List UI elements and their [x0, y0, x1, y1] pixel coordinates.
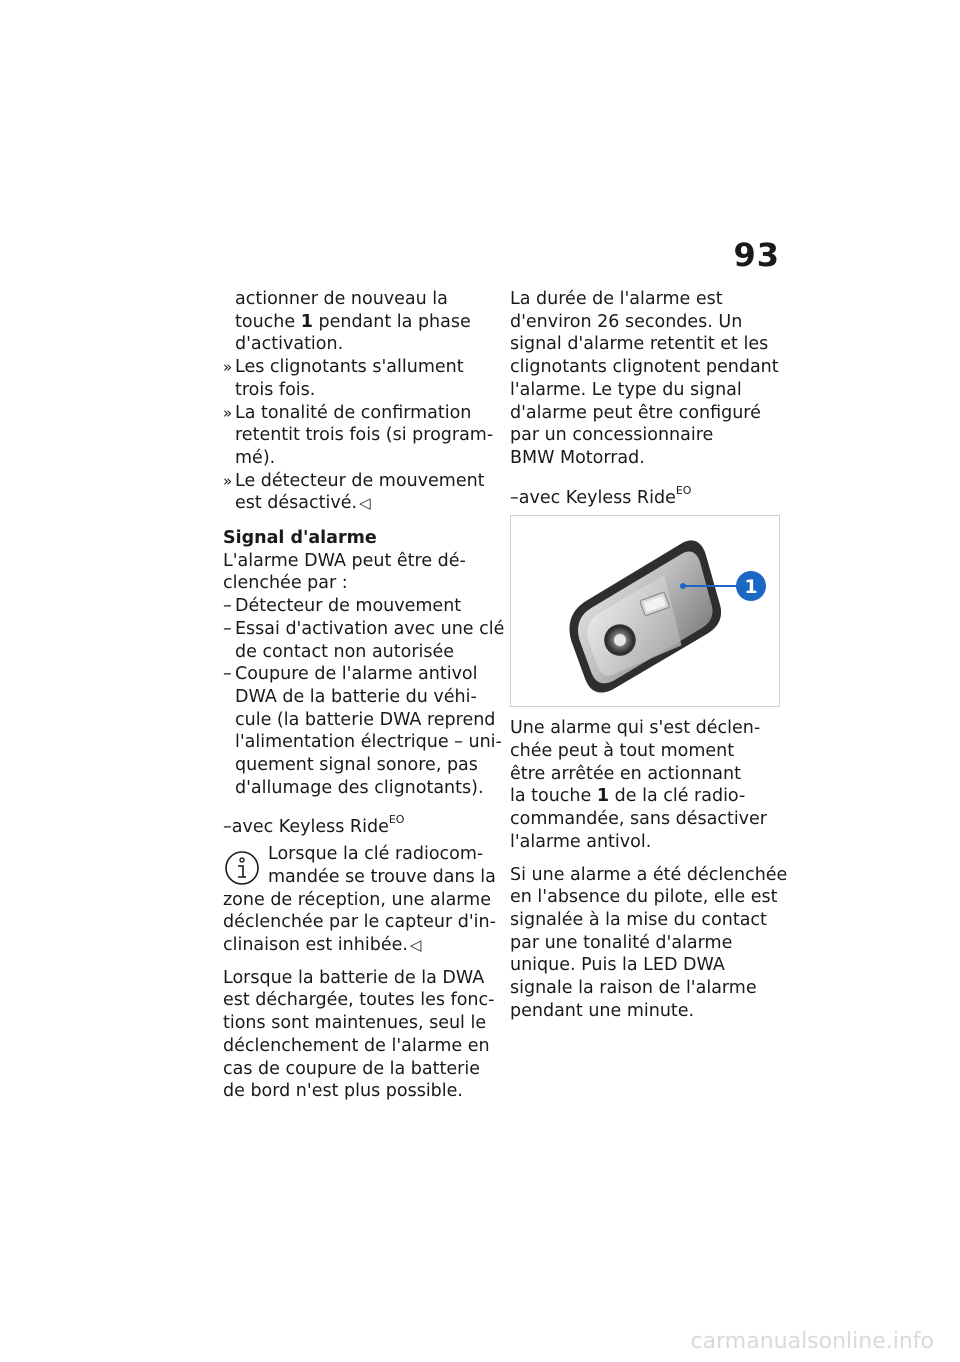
step-line: d'activation. [235, 334, 344, 355]
paragraph-line: l'alarme. Le type du signal [510, 379, 742, 400]
paragraph-line: de bord n'est plus possible. [223, 1081, 463, 1102]
paragraph-line: déclenchement de l'alarme en [223, 1035, 490, 1056]
result-line: La tonalité de confirmation [235, 402, 472, 423]
intro-line: clenchée par : [223, 573, 348, 594]
key-fob-figure [510, 515, 780, 707]
paragraph-line: Une alarme qui s'est déclen- [510, 718, 761, 739]
info-note [223, 843, 496, 957]
result-item [223, 356, 491, 401]
option-label: –avec Keyless Ride$^{EO}$ [223, 813, 405, 838]
result-line: mé). [235, 447, 276, 468]
result-line: retentit trois fois (si program- [235, 425, 494, 446]
right-column [510, 288, 788, 1022]
note-line: Lorsque la clé radiocom- [268, 844, 484, 865]
step-key-suffix: pendant la phase [318, 311, 471, 332]
dash-marker: – [223, 618, 232, 639]
trigger-line: DWA de la batterie du véhi- [235, 686, 477, 707]
left-column [223, 288, 505, 1103]
page-number: 93 [733, 236, 780, 274]
paragraph-line: pendant une minute. [510, 1000, 695, 1021]
absence-paragraph [510, 864, 788, 1023]
paragraph-line: commandée, sans désactiver [510, 809, 767, 830]
dash-marker: – [223, 664, 232, 685]
stop-key: 1 [596, 786, 610, 807]
paragraph-line: La durée de l'alarme est [510, 289, 723, 309]
result-line: Les clignotants s'allument [235, 357, 464, 378]
option-superscript: EO [675, 483, 692, 497]
paragraph-line: signale la raison de l'alarme [510, 978, 757, 999]
option-label: –avec Keyless Ride$^{EO}$ [510, 483, 692, 508]
paragraph-line: par un concessionnaire [510, 425, 714, 446]
trigger-line: l'alimentation électrique – uni- [235, 732, 502, 753]
paragraph-line: signal d'alarme retentit et les [510, 334, 769, 355]
step-line: actionner de nouveau la [235, 289, 448, 309]
section-heading: Signal d'alarme [223, 528, 377, 549]
result-item [223, 470, 491, 515]
paragraph-line: signalée à la mise du contact [510, 909, 767, 930]
duration-paragraph [510, 288, 782, 470]
trigger-line: d'allumage des clignotants). [235, 777, 484, 798]
watermark: carmanualsonline.info [690, 1329, 934, 1354]
dash-marker: – [223, 596, 232, 617]
paragraph-line: être arrêtée en actionnant [510, 763, 741, 784]
battery-paragraph [223, 967, 495, 1103]
result-item [223, 402, 494, 470]
note-line: zone de réception, une alarme [223, 889, 491, 910]
paragraph-line: Lorsque la batterie de la DWA [223, 967, 485, 988]
result-marker: » [223, 471, 233, 490]
trigger-item [223, 663, 502, 799]
paragraph-line [510, 785, 782, 808]
key-fob-illustration [511, 516, 779, 706]
paragraph-line: est déchargée, toutes les fonc- [223, 990, 495, 1011]
note-line: déclenchée par le capteur d'in- [223, 912, 496, 933]
stop-key-prefix: la touche [510, 786, 592, 807]
trigger-line: Essai d'activation avec une clé [235, 618, 505, 639]
option-superscript: EO [388, 813, 405, 827]
trigger-line: de contact non autorisée [235, 641, 455, 662]
result-line: est désactivé. ◁ [235, 493, 371, 514]
paragraph-line: unique. Puis la LED DWA [510, 955, 725, 976]
paragraph-line: Si une alarme a été déclenchée [510, 864, 788, 885]
paragraph-line: l'alarme antivol. [510, 831, 652, 852]
paragraph-line: d'alarme peut être configuré [510, 402, 761, 423]
key-fob [553, 537, 739, 698]
trigger-item [223, 595, 491, 618]
paragraph-line: tions sont maintenues, seul le [223, 1013, 487, 1034]
result-marker: » [223, 403, 233, 422]
trigger-line: quement signal sonore, pas [235, 755, 478, 776]
info-icon [223, 849, 263, 889]
note-line: mandée se trouve dans la [268, 866, 496, 887]
result-line: Le détecteur de mouvement [235, 470, 485, 491]
paragraph-line: d'environ 26 secondes. Un [510, 311, 743, 332]
intro-line: L'alarme DWA peut être dé- [223, 550, 466, 571]
paragraph-line: cas de coupure de la batterie [223, 1058, 480, 1079]
result-line: trois fois. [235, 379, 316, 400]
step-key: 1 [300, 311, 313, 332]
figure-callout: 1 [744, 576, 758, 599]
note-line: clinaison est inhibée. ◁ [223, 934, 422, 955]
stop-paragraph [510, 717, 782, 853]
paragraph-line: BMW Motorrad. [510, 447, 645, 468]
trigger-line: cule (la batterie DWA reprend [235, 709, 496, 730]
end-of-section-icon: ◁ [359, 494, 371, 513]
trigger-line: Coupure de l'alarme antivol [235, 664, 478, 685]
step-key-prefix: touche [235, 311, 296, 332]
trigger-item [223, 618, 505, 663]
result-marker: » [223, 358, 233, 377]
stop-key-suffix: de la clé radio- [614, 786, 746, 807]
end-of-section-icon: ◁ [409, 935, 422, 954]
step-line [223, 311, 491, 334]
paragraph-line: clignotants clignotent pendant [510, 357, 779, 378]
trigger-line: Détecteur de mouvement [235, 596, 462, 617]
paragraph-line: chée peut à tout moment [510, 741, 735, 762]
paragraph-line: par une tonalité d'alarme [510, 932, 733, 953]
paragraph-line: en l'absence du pilote, elle est [510, 887, 778, 908]
